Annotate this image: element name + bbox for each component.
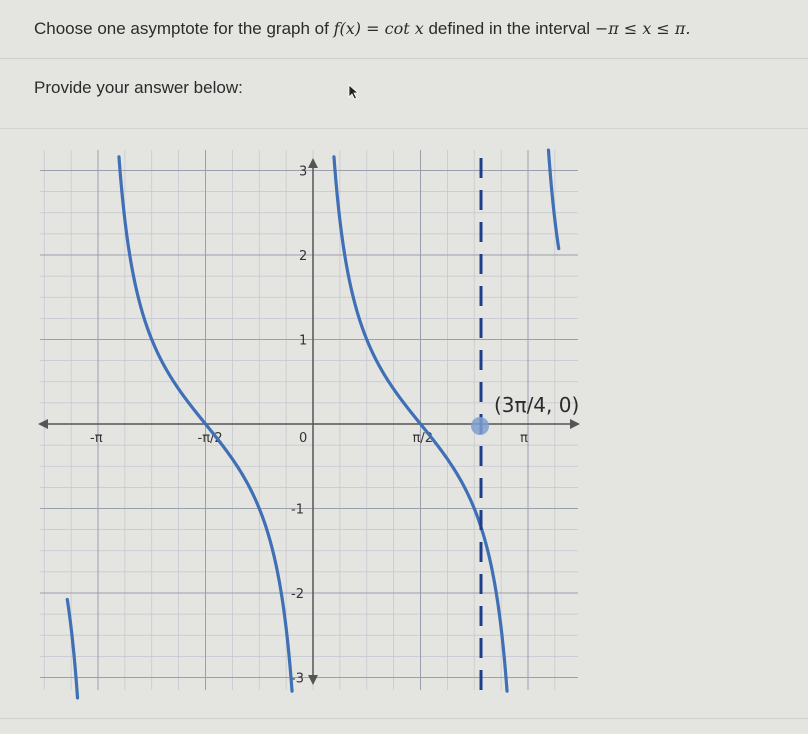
answer-prompt: Provide your answer below: [34, 78, 243, 97]
x-tick-label: -π/2 [197, 431, 223, 446]
y-tick-label: -1 [291, 502, 304, 518]
question-text [34, 18, 804, 40]
function-expression: f(x) = cot x [333, 19, 424, 38]
divider [0, 58, 808, 59]
y-axis-arrow-down [308, 675, 318, 685]
y-tick-label: 1 [299, 333, 308, 349]
divider [0, 128, 808, 129]
x-axis-arrow-right [570, 419, 580, 429]
mouse-pointer-icon [348, 84, 360, 105]
answer-graph-area[interactable] [0, 140, 620, 705]
question-prefix: Choose one asymptote for the graph of [34, 19, 329, 38]
cot-graph[interactable] [0, 140, 620, 700]
point-label: (3π/4, 0) [494, 393, 580, 417]
point-marker[interactable] [471, 417, 489, 435]
x-tick-label: 0 [299, 431, 308, 446]
x-tick-label: -π [90, 431, 103, 446]
y-tick-label: -3 [291, 671, 304, 687]
x-tick-label: π/2 [412, 431, 433, 446]
interval-expression: −π ≤ x ≤ π. [594, 19, 691, 38]
question-middle: defined in the interval [428, 19, 591, 38]
y-axis-arrow-up [308, 158, 318, 168]
divider [0, 718, 808, 719]
y-tick-label: 2 [299, 249, 308, 264]
x-axis-arrow-left [38, 419, 48, 429]
y-tick-label: 3 [299, 164, 308, 180]
tick-labels [90, 165, 528, 687]
x-tick-label: π [520, 431, 528, 446]
y-tick-label: -2 [291, 587, 304, 602]
